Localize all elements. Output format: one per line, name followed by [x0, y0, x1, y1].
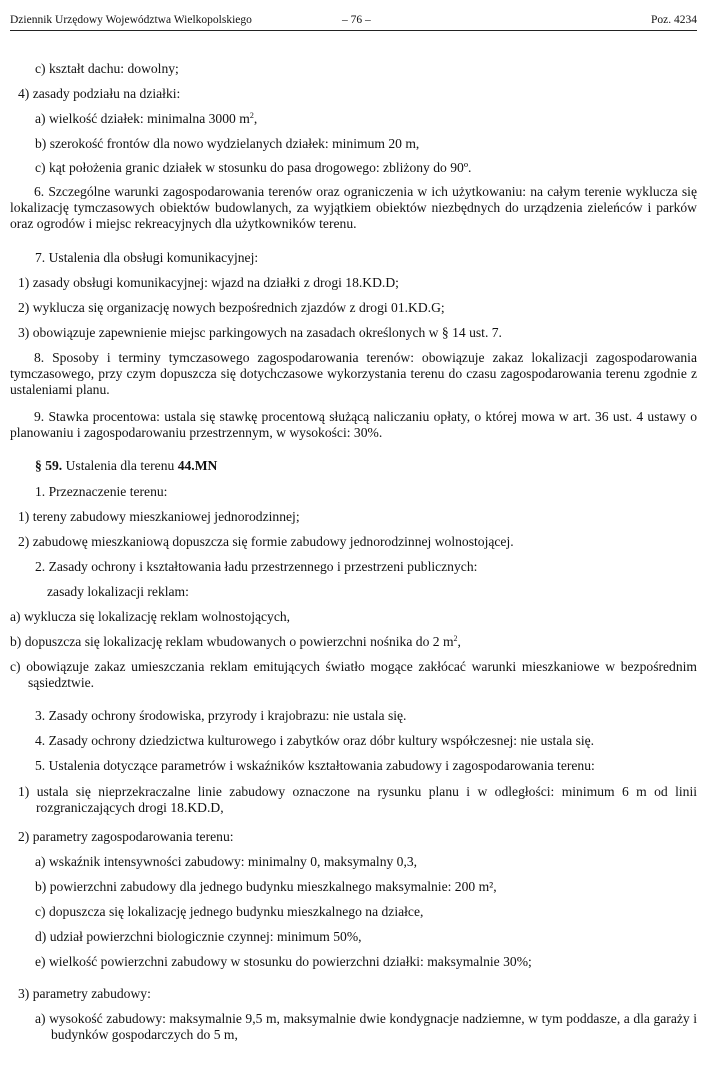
paragraph-6: 6. Szczególne warunki zagospodarowania terenów oraz ograniczenia w ich użytkowaniu: na całym terenie wyklucza się lokalizację tymczasowych obiektów budowlanych, za wyjątkiem obiektów niezbędnych do urządzenia zieleńców i parków oraz ogrodów i miejsc rekreacyjnych dla użytkowników terenu.: [10, 184, 697, 231]
page-header: [10, 12, 697, 31]
front-width-line: b) szerokość frontów dla nowo wydzielanych działek: minimum 20 m,: [35, 136, 420, 151]
advertising-item-c: c) obowiązuje zakaz umieszczania reklam emitujących światło mogące zakłócać warunki mieszkaniowe w bezpośrednim sąsiedztwie.: [10, 659, 697, 690]
journal-title: Dziennik Urzędowy Województwa Wielkopolskiego: [10, 14, 252, 26]
transport-item-3: 3) obowiązuje zapewnienie miejsc parkingowych na zasadach określonych w § 14 ust. 7.: [18, 325, 502, 340]
paragraph-9: 9. Stawka procentowa: ustala się stawkę procentową służącą naliczaniu opłaty, o której mowa w art. 36 ust. 4 ustawy o planowaniu i zagospodarowaniu przestrzennym, w wysokości: 30%.: [10, 409, 697, 440]
land-param-e: e) wielkość powierzchni zabudowy w stosunku do powierzchni działki: maksymalnie 30%;: [35, 954, 532, 969]
paragraph-8: 8. Sposoby i terminy tymczasowego zagospodarowania terenów: obowiązuje zakaz lokalizacji zagospodarowania tymczasowego, przy czym dopuszcza się dotychczasowe wykorzystania terenu do czasu zagospodarowania terenu zgodnie z ustaleniami planu.: [10, 350, 697, 397]
section-59-heading: § 59. Ustalenia dla terenu 44.MN: [35, 458, 218, 473]
position-number: Poz. 4234: [651, 14, 697, 26]
land-param-c: c) dopuszcza się lokalizację jednego budynku mieszkalnego na działce,: [35, 904, 424, 919]
land-params-heading: 2) parametry zagospodarowania terenu:: [18, 829, 234, 844]
land-param-d: d) udział powierzchni biologicznie czynnej: minimum 50%,: [35, 929, 362, 944]
land-param-b: b) powierzchni zabudowy dla jednego budynku mieszkalnego maksymalnie: 200 m²,: [35, 879, 497, 894]
plot-size-line: a) wielkość działek: minimalna 3000 $m^2$,: [35, 111, 258, 126]
transport-item-1: 1) zasady obsługi komunikacyjnej: wjazd na działki z drogi 18.KD.D;: [18, 275, 399, 290]
advertising-item-a: a) wyklucza się lokalizację reklam wolnostojących,: [10, 609, 291, 624]
building-lines-item: 1) ustala się nieprzekraczalne linie zabudowy oznaczone na rysunku planu i w odległości: minimum 6 m od linii rozgraniczających drogi 18.KD.D,: [18, 784, 697, 815]
roof-shape-line: c) kształt dachu: dowolny;: [35, 61, 179, 76]
parameters-heading: 5. Ustalenia dotyczące parametrów i wskaźników kształtowania zabudowy i zagospodarowania terenu:: [35, 758, 595, 773]
page-number: – 76 –: [342, 14, 371, 26]
land-param-a: a) wskaźnik intensywności zabudowy: minimalny 0, maksymalny 0,3,: [35, 854, 418, 869]
transport-item-2: 2) wyklucza się organizację nowych bezpośrednich zjazdów z drogi 01.KD.G;: [18, 300, 445, 315]
advertising-item-b: b) dopuszcza się lokalizację reklam wbudowanych o powierzchni nośnika do 2 $m^2$,: [10, 634, 461, 649]
building-param-a: a) wysokość zabudowy: maksymalnie 9,5 m, maksymalnie dwie kondygnacje nadziemne, w tym poddasze, a dla garaży i budynków gospodarczych do 5 m,: [35, 1011, 697, 1042]
plot-division-heading: 4) zasady podziału na działki:: [18, 86, 181, 101]
land-use-heading: 1. Przeznaczenie terenu:: [35, 484, 168, 499]
advertising-heading: zasady lokalizacji reklam:: [47, 584, 189, 599]
transport-heading: 7. Ustalenia dla obsługi komunikacyjnej:: [35, 250, 259, 265]
boundary-angle-line: c) kąt położenia granic działek w stosunku do pasa drogowego: zbliżony do 90º.: [35, 160, 472, 175]
building-params-heading: 3) parametry zabudowy:: [18, 986, 151, 1001]
environment-line: 3. Zasady ochrony środowiska, przyrody i krajobrazu: nie ustala się.: [35, 708, 407, 723]
land-use-item-1: 1) tereny zabudowy mieszkaniowej jednorodzinnej;: [18, 509, 300, 524]
land-use-item-2: 2) zabudowę mieszkaniową dopuszcza się formie zabudowy jednorodzinnej wolnostojącej.: [18, 534, 514, 549]
spatial-order-heading: 2. Zasady ochrony i kształtowania ładu przestrzennego i przestrzeni publicznych:: [35, 559, 478, 574]
heritage-line: 4. Zasady ochrony dziedzictwa kulturowego i zabytków oraz dóbr kultury współczesnej: nie ustala się.: [35, 733, 595, 748]
